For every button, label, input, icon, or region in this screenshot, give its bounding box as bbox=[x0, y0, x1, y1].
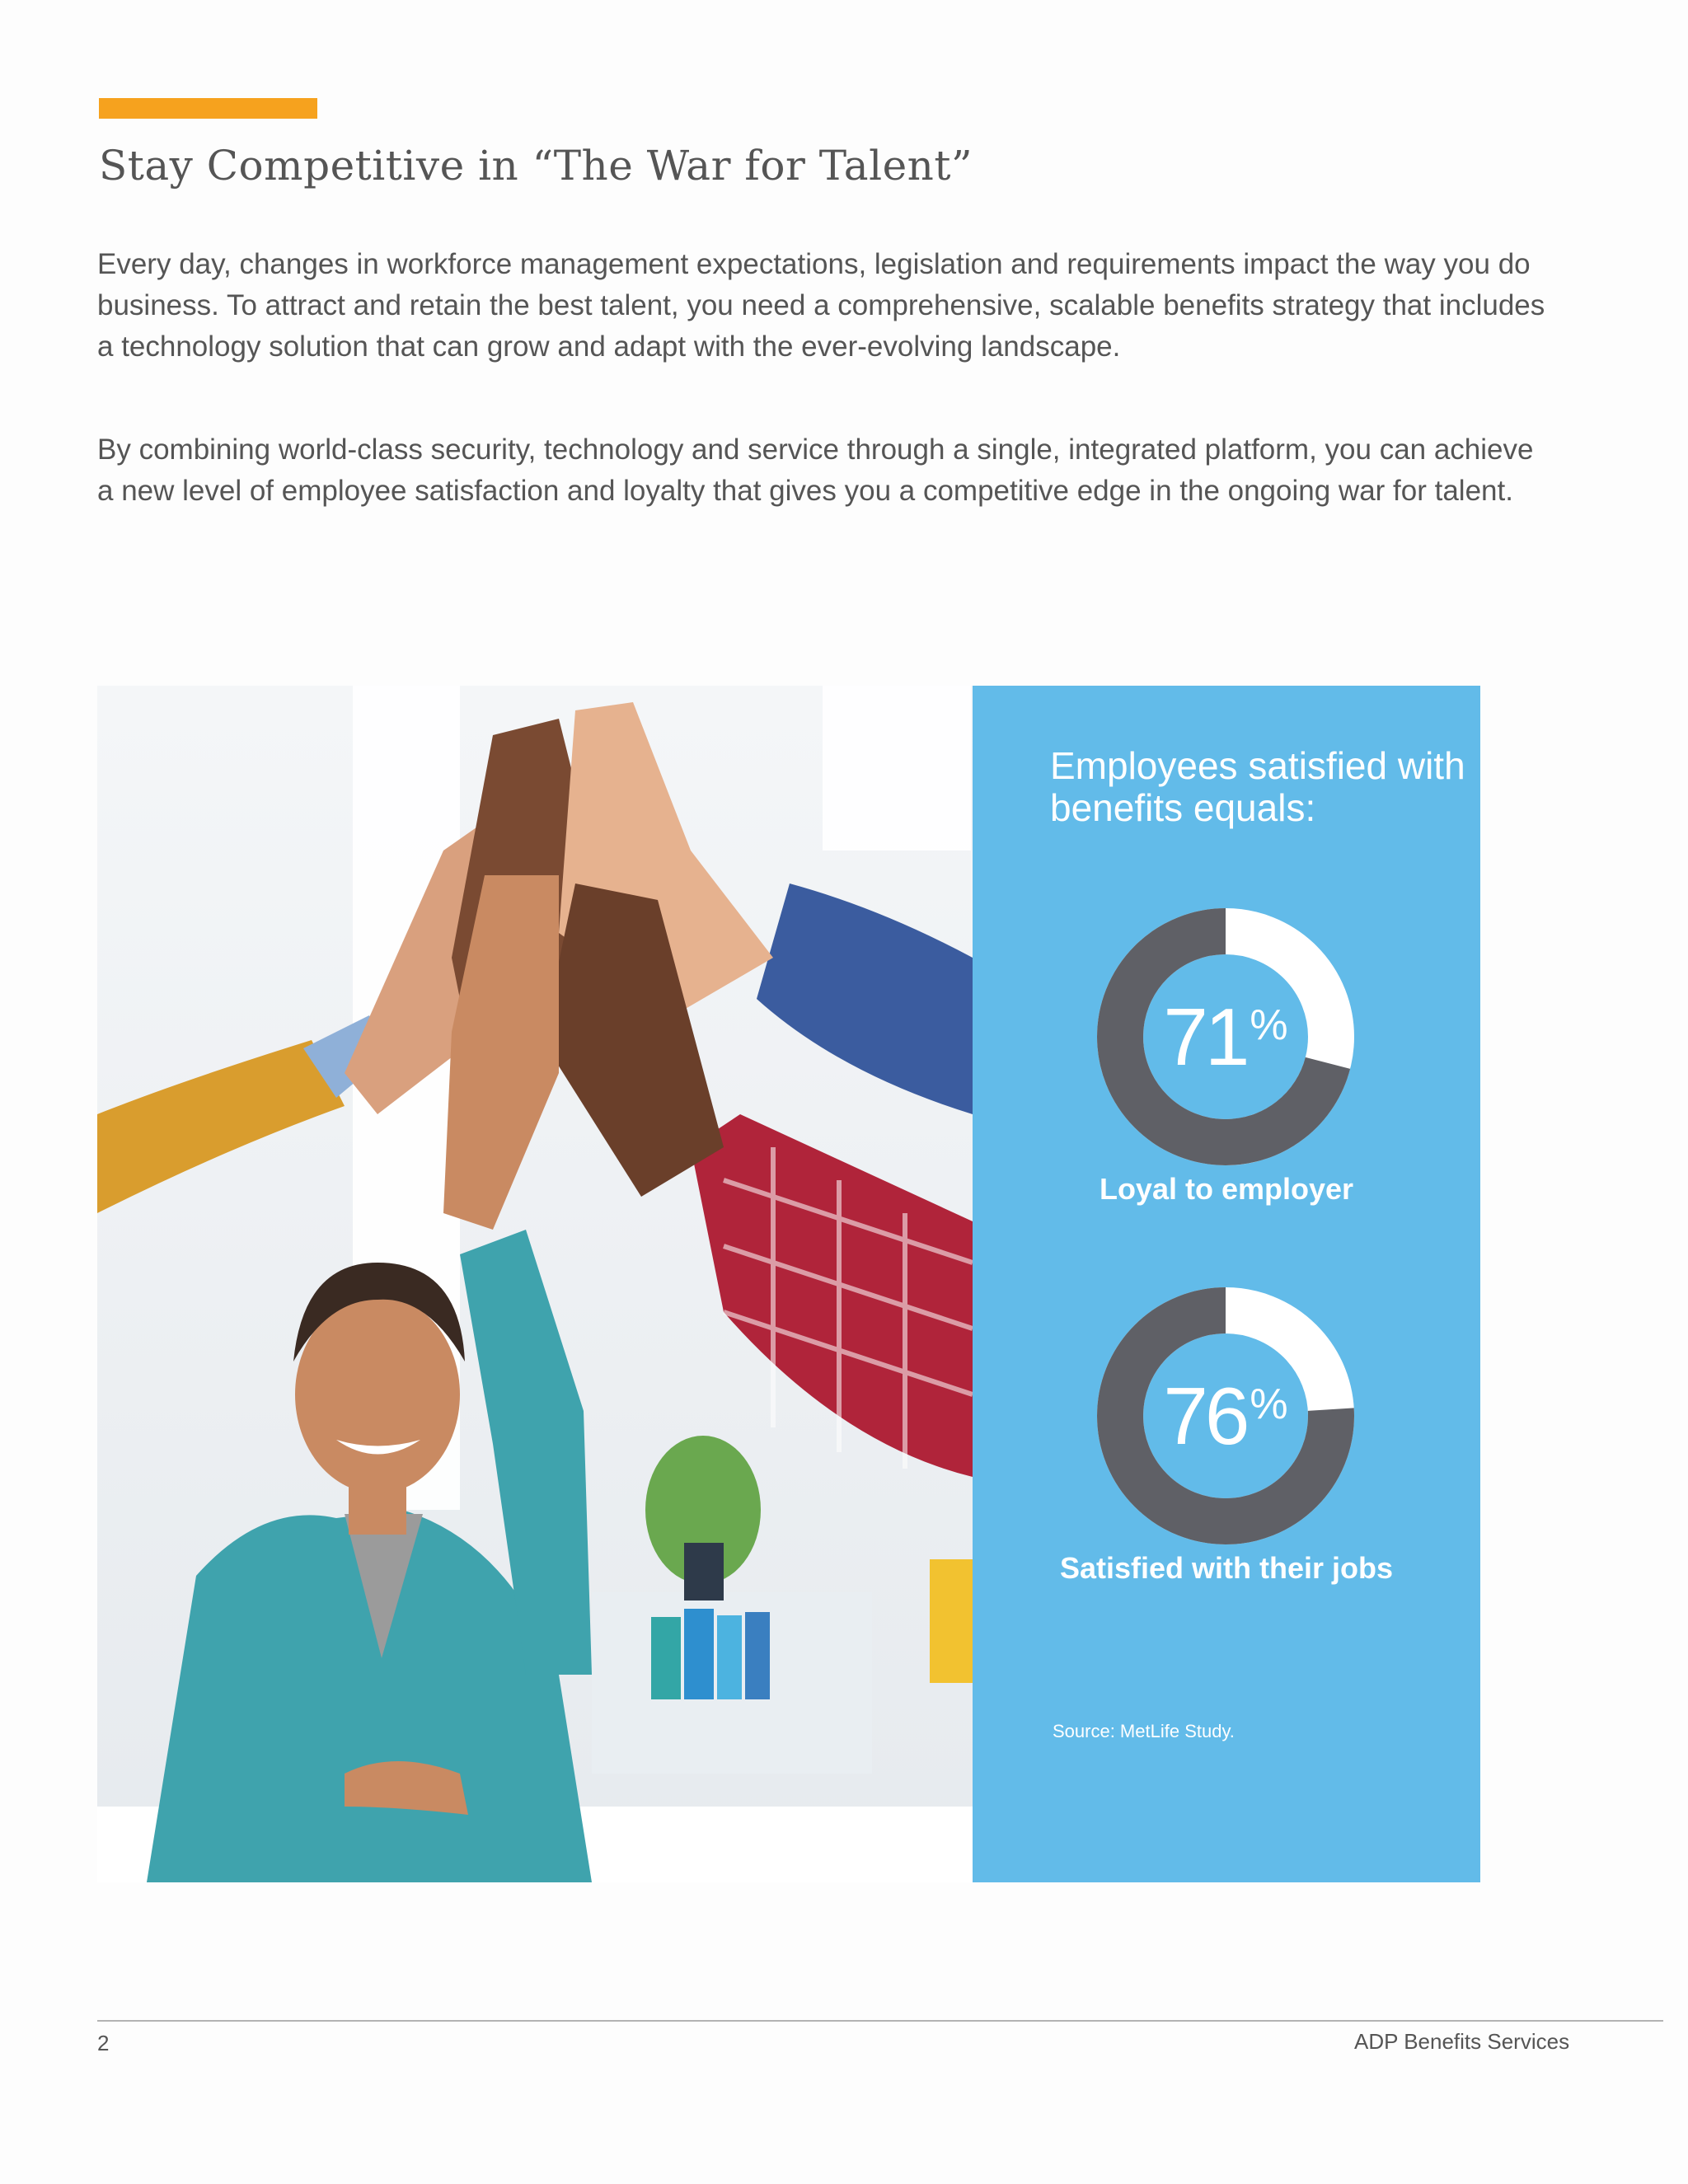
body-paragraph: By combining world-class security, technology and service through a single, integrated platform, you can achieve a new level of employee satisfaction and loyalty that gives you a competitive edge in the ongoing war for talent. bbox=[97, 434, 1534, 507]
team-high-five-photo bbox=[97, 686, 973, 1882]
footer-divider bbox=[97, 2020, 1663, 2022]
source-note: Source: MetLife Study. bbox=[1053, 1721, 1235, 1741]
accent-bar bbox=[99, 98, 317, 119]
percent-sign: % bbox=[1250, 1001, 1288, 1049]
intro-paragraph: Every day, changes in workforce management expectations, legislation and requirements impact the way you do business. To attract and retain the best talent, you need a comprehensive, scalable benefits strategy that includes a technology solution that can grow and adapt with the ever-evolving landscape. bbox=[97, 248, 1545, 363]
stat-label: Loyal to employer bbox=[1099, 1172, 1354, 1206]
stat-value: 71 bbox=[1163, 991, 1247, 1082]
page-title: Stay Competitive in “The War for Talent” bbox=[99, 142, 973, 190]
donut-value bbox=[1097, 1287, 1354, 1544]
page-number: 2 bbox=[97, 2031, 110, 2055]
job-satisfaction-donut-chart bbox=[1097, 1287, 1354, 1544]
stat-value: 76 bbox=[1163, 1370, 1247, 1461]
donut-value bbox=[1097, 908, 1354, 1165]
stat-label: Satisfied with their jobs bbox=[1059, 1551, 1394, 1585]
footer-brand: ADP Benefits Services bbox=[1354, 2029, 1570, 2054]
benefits-stats-panel bbox=[973, 686, 1480, 1882]
percent-sign: % bbox=[1250, 1380, 1288, 1428]
loyalty-donut-chart bbox=[1097, 908, 1354, 1165]
panel-heading: Employees satisfied with benefits equals: bbox=[1050, 744, 1465, 829]
